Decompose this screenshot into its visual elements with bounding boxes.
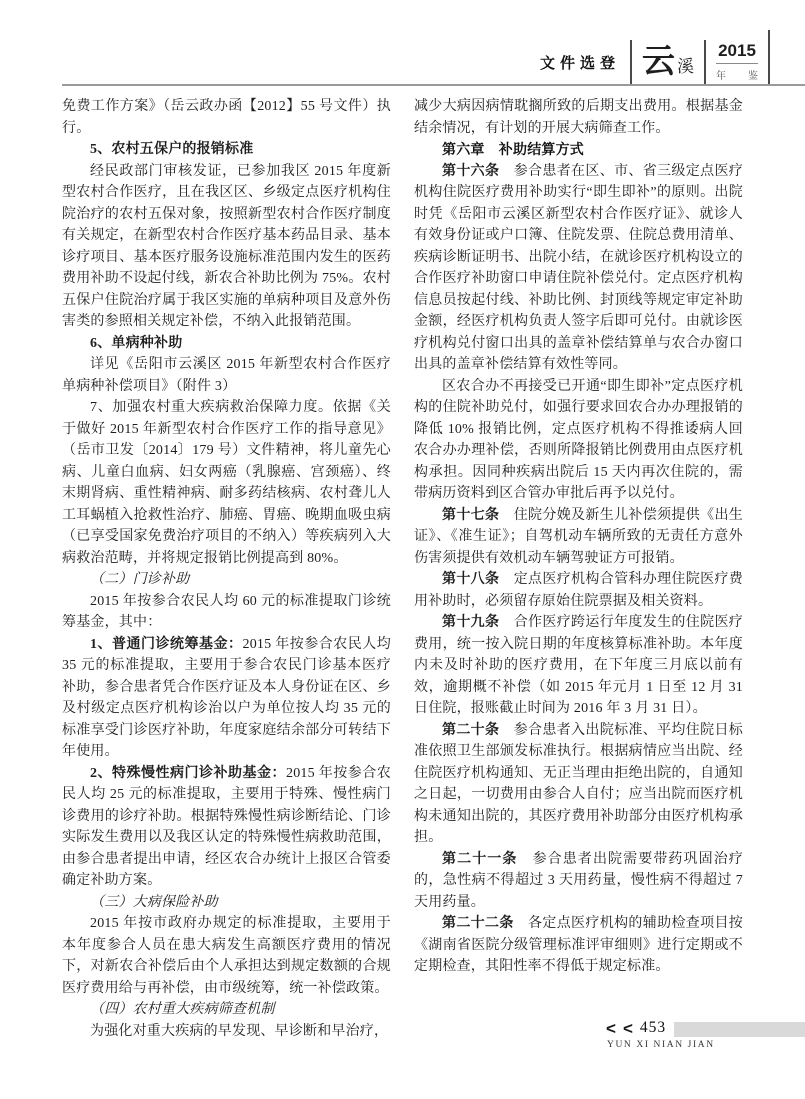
- paragraph-text: 参合患者出院需要带药巩固治疗的，急性病不得超过 3 天用药量，慢性病不得超过 7 天用药量。: [414, 851, 744, 910]
- page-number: 453: [639, 1019, 667, 1036]
- header-divider: [630, 40, 632, 84]
- header-divider: [768, 30, 770, 86]
- paragraph: 经民政部门审核发证，已参加我区 2015 年度新型农村合作医疗，且在我区区、乡级定点医疗机构住院治疗的农村五保对象，按照新型农村合作医疗制度有关规定，在新型农村合作医疗基本药品目录、基本诊疗项目、基本医疗服务设施标准范围内发生的医药费用补助不设起付线，新农合补助比例为 75%。农村五保户住院治疗属于我区实施的单病种项目及意外伤害类的参照相关规定补偿，不纳入此报销范围。: [62, 163, 391, 329]
- paragraph: [414, 612, 743, 720]
- header-rule: [62, 84, 805, 86]
- paragraph: [414, 505, 743, 570]
- header-divider: [704, 40, 706, 84]
- article-number: 第十九条: [442, 615, 500, 630]
- subheading: （四）农村重大疾病筛查机制: [90, 1002, 275, 1017]
- brand-character-large: 云: [642, 43, 676, 80]
- paragraph: 为强化对重大疾病的早发现、早诊断和早治疗，: [90, 1023, 389, 1039]
- paragraph: [414, 913, 743, 978]
- article-number: 第十七条: [442, 507, 500, 523]
- yearbook-brand: [642, 43, 695, 80]
- chevron-left-icon: <: [622, 1018, 633, 1038]
- paragraph-text: 2015 年按参合农民人均 25 元的标准提取，主要用于特殊、慢性病门诊费用的诊疗补助。根据特殊慢性病诊断结论、门诊实际发生费用以及我区认定的特殊慢性病救助范围，由参合患者提出申请，经区农合办统计上报区合管委确定补助方案。: [62, 765, 391, 888]
- article-number: 第十八条: [442, 572, 500, 587]
- paragraph-text: 2015 年按参合农民人均 35 元的标准提取，主要用于参合农民门诊基本医疗补助，参合患者凭合作医疗证及本人身份证在区、乡及村级定点医疗机构诊治以户为单位按人均 35 元的标准享受门诊医疗补助，年度家庭结余部分可转结下年使用。: [62, 636, 391, 759]
- paragraph: [414, 161, 743, 376]
- paragraph: 区农合办不再接受已开通“即生即补”定点医疗机构的住院补助兑付，如强行要求回农合办办理报销的降低 10% 报销比例，定点医疗机构不得推诿病人回农合办办理补偿，否则所降报销比例费用由点医疗机构承担。因同种疾病出院后 15 天内再次住院的，需带病历资料到区合管办审批后再予以兑付。: [414, 378, 743, 501]
- paragraph-lead: 2、特殊慢性病门诊补助基金：: [90, 765, 286, 781]
- paragraph: 免费工作方案》（岳云政办函【2012】55 号文件）执行。: [62, 99, 391, 136]
- year-box: [716, 42, 758, 82]
- article-number: 第二十条: [442, 722, 500, 738]
- page-header: [540, 38, 780, 86]
- subheading: （二）门诊补助: [90, 572, 190, 587]
- year-divider: [716, 63, 758, 64]
- paragraph-text: 参合患者入出院标准、平均住院日标准依照卫生部颁发标准执行。根据病情应当出院、经住院医疗机构通知、无正当理由拒绝出院的，自通知之日起，一切费用由参合人自付；应当出院而医疗机构未通知出院的，其医疗费用补助部分由医疗机构承担。: [414, 722, 743, 845]
- chevron-left-icon: <: [606, 1018, 616, 1038]
- paragraph-text: 参合患者在区、市、省三级定点医疗机构住院医疗费用补助实行“即生即补”的原则。出院时凭《岳阳市云溪区新型农村合作医疗证》、就诊人有效身份证或户口簿、住院发票、住院总费用清单、疾病诊断证明书、出院小结，在就诊医疗机构设立的合作医疗补助窗口申请住院补偿兑付。定点医疗机构信息员按起付线、补助比例、封顶线等规定审定补助金额，经医疗机构负责人签字后即可兑付。由就诊医疗机构兑付窗口出具的盖章补偿结算单与农合办窗口出具的盖章补偿结算有效性等同。: [414, 163, 743, 372]
- paragraph: [62, 763, 391, 892]
- paragraph-text: 住院分娩及新生儿补偿须提供《出生证》、《准生证》；自驾机动车辆所致的无责任方意外伤害须提供有效机动车辆驾驶证方可报销。: [414, 507, 743, 566]
- paragraph: 7、加强农村重大疾病救治保障力度。依据《关于做好 2015 年新型农村合作医疗工作的指导意见》（岳市卫发〔2014〕179 号）文件精神，将儿童先心病、儿童白血病、妇女两癌（乳腺癌、宫颈癌）、终末期肾病、重性精神病、耐多药结核病、农村聋儿人工耳蜗植入抢救性治疗、肺癌、胃癌、晚期血吸虫病（已享受国家免费治疗项目的不纳入）等疾病列入大病救治范畴，并将规定报销比例提高到 80%。: [62, 400, 391, 566]
- paragraph: [414, 849, 743, 914]
- article-number: 第二十一条: [442, 851, 518, 867]
- footer-bar: [674, 1022, 805, 1037]
- paragraph-text: 定点医疗机构合管科办理住院医疗费用补助时，必须留存原始住院票据及相关资料。: [414, 572, 743, 609]
- paragraph: [414, 720, 743, 849]
- subheading: 5、农村五保户的报销标准: [90, 142, 254, 157]
- year-subtitle: [716, 67, 758, 82]
- brand-character-small: 溪: [677, 56, 695, 76]
- chapter-heading: 第六章 补助结算方式: [442, 141, 584, 157]
- paragraph-text: 合作医疗跨运行年度发生的住院医疗费用，统一按入院日期的年度核算标准补助。本年度内未及时补助的医疗费用，在下年度三月底以前有效，逾期概不补偿（如 2015 年元月 1 日至 12 月 31 日住院，报账截止时间为 2016 年 3 月 31 日）。: [414, 615, 743, 716]
- year-subtitle-left: 年: [716, 70, 727, 82]
- footer-pageline: [606, 1019, 666, 1037]
- paragraph: 2015 年按市政府办规定的标准提取，主要用于本年度参合人员在患大病发生高额医疗费用的情况下，对新农合补偿后由个人承担达到规定数额的合规医疗费用给与再补偿，由市级统筹，统一补偿政策。: [62, 916, 391, 996]
- subheading: （三）大病保险补助: [90, 894, 218, 910]
- right-column: [414, 96, 743, 978]
- paragraph-lead: 1、普通门诊统筹基金：: [90, 636, 243, 652]
- paragraph: [414, 569, 743, 612]
- section-label: 文件选登: [540, 54, 621, 72]
- footer-romanized-title: YUN XI NIAN JIAN: [607, 1040, 715, 1050]
- paragraph: 详见《岳阳市云溪区 2015 年新型农村合作医疗单病种补偿项目》（附件 3）: [62, 357, 391, 394]
- left-column: [62, 96, 391, 1042]
- paragraph-text: 各定点医疗机构的辅助检查项目按《湖南省医院分级管理标准评审细则》进行定期或不定期检查，其阳性率不得低于规定标准。: [414, 916, 743, 974]
- year-subtitle-right: 鉴: [748, 70, 759, 82]
- year-label: 2015: [718, 41, 756, 61]
- article-number: 第十六条: [442, 163, 500, 179]
- paragraph: [62, 634, 391, 763]
- subheading: 6、单病种补助: [90, 335, 183, 351]
- article-number: 第二十二条: [442, 916, 514, 931]
- paragraph: 减少大病因病情耽搁所致的后期支出费用。根据基金结余情况，有计划的开展大病筛查工作。: [414, 99, 743, 136]
- paragraph: 2015 年按参合农民人均 60 元的标准提取门诊统筹基金，其中：: [62, 593, 391, 630]
